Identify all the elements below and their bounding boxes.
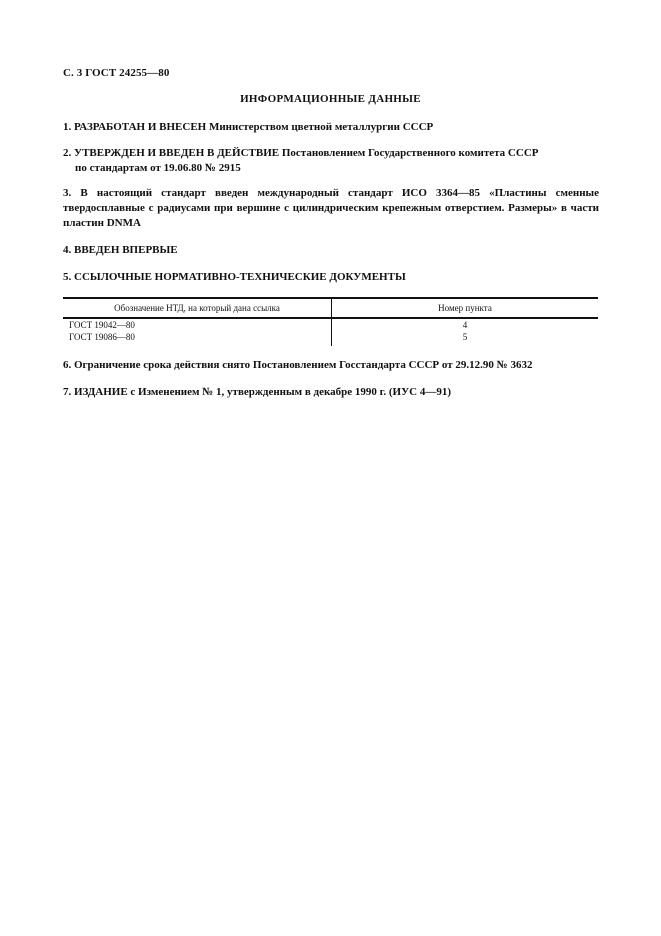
column-header-ntd: Обозначение НТД, на который дана ссылка bbox=[63, 298, 332, 318]
info-item-6 bbox=[63, 358, 599, 373]
info-item-7 bbox=[63, 385, 599, 400]
reference-documents-table bbox=[63, 297, 598, 346]
item-text: УТВЕРЖДЕН И ВВЕДЕН В ДЕЙСТВИЕ Постановлением Государственного комитета СССР bbox=[74, 147, 539, 159]
table-header-row bbox=[63, 298, 598, 318]
item-number: 5. bbox=[63, 271, 72, 283]
info-item-5 bbox=[63, 270, 599, 285]
section-title: ИНФОРМАЦИОННЫЕ ДАННЫЕ bbox=[240, 93, 421, 105]
item-number: 2. bbox=[63, 147, 72, 159]
column-header-clause: Номер пункта bbox=[332, 298, 599, 318]
item-text-continuation: по стандартам от 19.06.80 № 2915 bbox=[75, 162, 241, 174]
info-item-4 bbox=[63, 243, 599, 258]
table-cell-clause: 5 bbox=[462, 332, 468, 342]
table-cell-ntd: ГОСТ 19042—80 bbox=[63, 318, 332, 331]
info-item-1 bbox=[63, 120, 599, 135]
item-number: 6. bbox=[63, 359, 72, 371]
table-cell-clause: 4 bbox=[462, 320, 468, 330]
item-number: 1. bbox=[63, 121, 72, 133]
item-text: РАЗРАБОТАН И ВНЕСЕН Министерством цветной металлургии СССР bbox=[74, 121, 434, 133]
item-text: Ограничение срока действия снято Постановлением Госстандарта СССР от 29.12.90 № 3632 bbox=[74, 359, 533, 371]
item-text: ИЗДАНИЕ с Изменением № 1, утвержденным в декабре 1990 г. (ИУС 4—91) bbox=[74, 386, 452, 398]
item-text: ССЫЛОЧНЫЕ НОРМАТИВНО-ТЕХНИЧЕСКИЕ ДОКУМЕНТЫ bbox=[74, 271, 406, 283]
info-item-3 bbox=[63, 186, 599, 231]
item-number: 4. bbox=[63, 244, 72, 256]
page-header: С. 3 ГОСТ 24255—80 bbox=[63, 67, 170, 79]
table-row bbox=[63, 318, 598, 331]
info-item-2 bbox=[63, 146, 599, 176]
table-row bbox=[63, 331, 598, 346]
item-text: ВВЕДЕН ВПЕРВЫЕ bbox=[74, 244, 178, 256]
item-text: В настоящий стандарт введен международный стандарт ИСО 3364—85 «Пластины сменные твердосплавные с радиусами при вершине с цилиндрическим крепежным отверстием. Размеры» в части пластин DNMA bbox=[63, 187, 599, 229]
item-number: 7. bbox=[63, 386, 72, 398]
item-number: 3. bbox=[63, 187, 72, 199]
table-cell-ntd: ГОСТ 19086—80 bbox=[63, 331, 332, 346]
